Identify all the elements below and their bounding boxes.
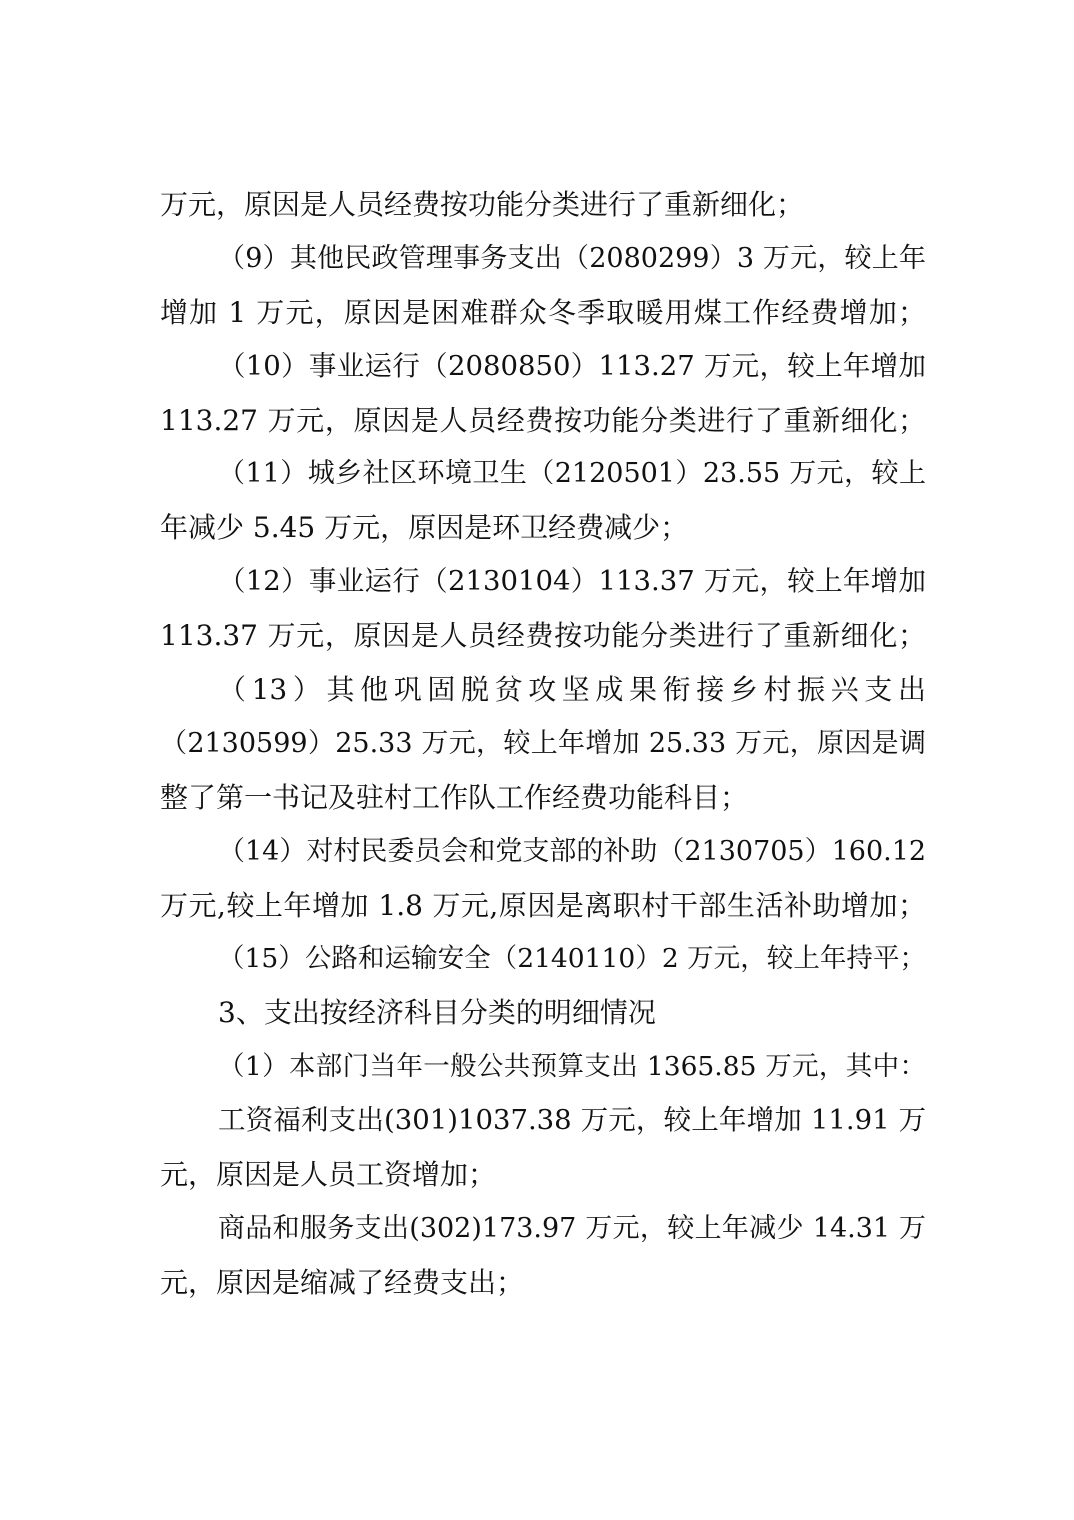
text-line: 万元,较上年增加 1.8 万元,原因是离职村干部生活补助增加； bbox=[160, 888, 926, 922]
text-line: 增加 1 万元，原因是困难群众冬季取暖用煤工作经费增加； bbox=[160, 295, 926, 329]
text-line: 万元，原因是人员经费按功能分类进行了重新细化； bbox=[160, 188, 805, 221]
text-line: （2130599）25.33 万元，较上年增加 25.33 万元，原因是调 bbox=[160, 727, 926, 759]
text-line: 113.27 万元，原因是人员经费按功能分类进行了重新细化； bbox=[160, 403, 926, 437]
text-line: 元，原因是缩减了经费支出； bbox=[160, 1265, 525, 1299]
text-line: （14）对村民委员会和党支部的补助（2130705）160.12 bbox=[218, 835, 926, 867]
text-line: （13）其他巩固脱贫攻坚成果衔接乡村振兴支出 bbox=[218, 673, 926, 707]
text-line: （1）本部门当年一般公共预算支出 1365.85 万元，其中： bbox=[218, 1051, 926, 1083]
text-line: 工资福利支出(301)1037.38 万元，较上年增加 11.91 万 bbox=[218, 1104, 926, 1137]
text-line: （15）公路和运输安全（2140110）2 万元，较上年持平； bbox=[218, 943, 926, 975]
text-line: 元，原因是人员工资增加； bbox=[160, 1158, 497, 1192]
text-line: （11）城乡社区环境卫生（2120501）23.55 万元，较上 bbox=[218, 458, 926, 490]
text-line: （12）事业运行（2130104）113.37 万元，较上年增加 bbox=[218, 565, 926, 598]
text-line: （10）事业运行（2080850）113.27 万元，较上年增加 bbox=[218, 349, 926, 382]
text-line: 113.37 万元，原因是人员经费按功能分类进行了重新细化； bbox=[160, 619, 926, 653]
text-line: 年减少 5.45 万元，原因是环卫经费减少； bbox=[160, 511, 689, 545]
text-line: 整了第一书记及驻村工作队工作经费功能科目； bbox=[160, 780, 749, 814]
text-line: 3、支出按经济科目分类的明细情况 bbox=[218, 996, 656, 1030]
text-line: 商品和服务支出(302)173.97 万元，较上年减少 14.31 万 bbox=[218, 1212, 926, 1244]
body-text bbox=[160, 178, 926, 1310]
text-line: （9）其他民政管理事务支出（2080299）3 万元，较上年 bbox=[218, 242, 926, 274]
